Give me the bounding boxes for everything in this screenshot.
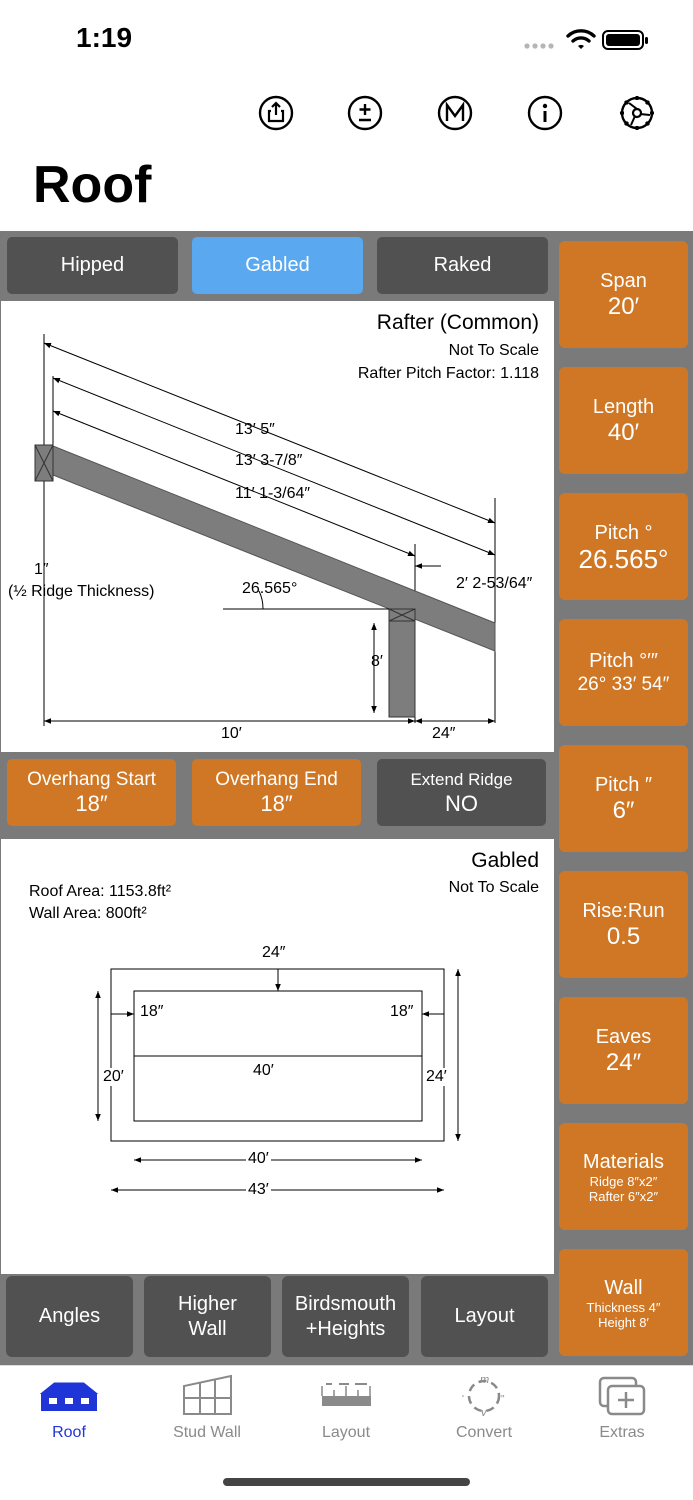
extend-ridge-button[interactable] xyxy=(377,759,546,826)
overhang-start-button[interactable] xyxy=(7,759,176,826)
roof-type-gabled[interactable]: Gabled xyxy=(192,237,363,294)
wall-area: Wall Area: 800ft² xyxy=(29,905,147,922)
plan-left-span: 20′ xyxy=(103,1068,124,1085)
ruler-icon xyxy=(286,1372,406,1416)
materials-ridge: Ridge 8″x2″ xyxy=(589,1173,658,1189)
tab-stud-wall-label: Stud Wall xyxy=(173,1424,241,1441)
tab-stud-wall[interactable] xyxy=(147,1372,267,1441)
wall-height: Height 8′ xyxy=(598,1314,649,1330)
overhang-end-value: 18″ xyxy=(260,790,293,816)
pitch-dms-button[interactable] xyxy=(559,619,688,726)
pitch-degrees-button[interactable] xyxy=(559,493,688,600)
status-icons xyxy=(524,28,650,52)
plan-right-overhang: 18″ xyxy=(390,1003,414,1020)
rise-run-value: 0.5 xyxy=(606,922,641,950)
plan-right-span: 24′ xyxy=(426,1068,447,1085)
eaves-value: 24″ xyxy=(605,1048,642,1076)
plan-diagram xyxy=(1,839,554,1274)
tab-convert-label: Convert xyxy=(455,1424,513,1441)
rafter-dim-overhang: 2′ 2-53/64″ xyxy=(456,575,533,592)
wall-thickness: Thickness 4″ xyxy=(586,1299,661,1315)
rise-run-label: Rise:Run xyxy=(582,899,665,922)
pitch-inches-value: 6″ xyxy=(612,796,635,824)
layout-button[interactable]: Layout xyxy=(421,1276,548,1357)
stud-wall-icon xyxy=(147,1372,267,1416)
svg-text:y: y xyxy=(481,1407,487,1416)
tab-layout[interactable] xyxy=(286,1372,406,1441)
rafter-title: Rafter (Common) xyxy=(376,311,539,334)
wifi-icon xyxy=(566,28,596,52)
rise-run-button[interactable] xyxy=(559,871,688,978)
wall-height-dim: 8′ xyxy=(371,653,383,670)
tab-roof-label: Roof xyxy=(52,1424,86,1441)
tab-roof[interactable] xyxy=(9,1372,129,1441)
birdsmouth-label-1: Birdsmouth xyxy=(294,1292,397,1315)
eave-dim: 24″ xyxy=(432,725,456,742)
pitch-dms-label: Pitch °′″ xyxy=(589,649,658,672)
rafter-pitch-factor: Rafter Pitch Factor: 1.118 xyxy=(357,365,539,382)
svg-text:m: m xyxy=(480,1374,490,1386)
rafter-diagram xyxy=(1,301,554,752)
overhang-start-value: 18″ xyxy=(75,790,108,816)
tab-bar-divider xyxy=(0,1365,693,1366)
angles-button[interactable]: Angles xyxy=(6,1276,133,1357)
overhang-end-label: Overhang End xyxy=(215,768,338,790)
memory-icon[interactable] xyxy=(437,95,473,131)
ridge-thickness-label: (½ Ridge Thickness) xyxy=(8,583,155,600)
extend-ridge-value: NO xyxy=(445,790,478,816)
svg-text:": " xyxy=(501,1394,505,1405)
tab-layout-label: Layout xyxy=(321,1424,371,1441)
ridge-thickness-value: 1″ xyxy=(34,561,49,578)
pitch-inches-button[interactable] xyxy=(559,745,688,852)
eaves-label: Eaves xyxy=(595,1025,652,1048)
plan-inner-length: 40′ xyxy=(253,1062,274,1079)
length-value: 40′ xyxy=(607,418,640,446)
pitch-inches-label: Pitch ″ xyxy=(594,773,653,796)
plan-title: Gabled xyxy=(471,849,539,872)
plan-left-overhang: 18″ xyxy=(140,1003,164,1020)
home-indicator xyxy=(223,1478,470,1486)
gear-icon[interactable] xyxy=(617,93,657,133)
length-button[interactable] xyxy=(559,367,688,474)
roof-type-raked[interactable]: Raked xyxy=(377,237,548,294)
rafter-not-to-scale: Not To Scale xyxy=(448,342,539,359)
roof-area: Roof Area: 1153.8ft² xyxy=(29,883,172,900)
house-icon xyxy=(9,1372,129,1416)
tab-convert[interactable] xyxy=(424,1372,544,1441)
share-icon[interactable] xyxy=(258,95,294,131)
info-icon[interactable] xyxy=(527,95,563,131)
span-label: Span xyxy=(600,269,647,292)
plan-bottom-inner: 40′ xyxy=(248,1150,269,1167)
rafter-dim-total: 13′ 5″ xyxy=(235,421,275,438)
plan-not-to-scale: Not To Scale xyxy=(448,879,539,896)
tab-extras-label: Extras xyxy=(599,1424,645,1441)
birdsmouth-label-2: +Heights xyxy=(305,1317,386,1340)
eaves-button[interactable] xyxy=(559,997,688,1104)
pitch-degrees-label: Pitch ° xyxy=(594,521,653,544)
rafter-dim-mid: 13′ 3-7/8″ xyxy=(235,452,303,469)
convert-icon xyxy=(424,1372,544,1416)
pitch-degrees-value: 26.565° xyxy=(578,543,669,574)
higher-wall-button[interactable] xyxy=(144,1276,271,1357)
wall-button[interactable] xyxy=(559,1249,688,1356)
plan-top-eave: 24″ xyxy=(262,944,286,961)
tab-extras[interactable] xyxy=(562,1372,682,1441)
extend-ridge-label: Extend Ridge xyxy=(410,769,513,789)
rafter-angle: 26.565° xyxy=(242,580,298,597)
rafter-dim-inner: 11′ 1-3/64″ xyxy=(235,485,311,502)
pitch-dms-value: 26° 33′ 54″ xyxy=(577,673,670,695)
materials-rafter: Rafter 6″x2″ xyxy=(588,1188,659,1204)
svg-text:': ' xyxy=(462,1394,464,1405)
plan-bottom-outer: 43′ xyxy=(248,1181,269,1198)
roof-type-hipped[interactable]: Hipped xyxy=(7,237,178,294)
overhang-end-button[interactable] xyxy=(192,759,361,826)
higher-wall-label-2: Wall xyxy=(188,1317,227,1340)
materials-button[interactable] xyxy=(559,1123,688,1230)
span-button[interactable] xyxy=(559,241,688,348)
length-label: Length xyxy=(592,395,655,418)
birdsmouth-button[interactable] xyxy=(282,1276,409,1357)
span-value: 20′ xyxy=(607,292,640,320)
overhang-start-label: Overhang Start xyxy=(27,768,156,790)
plus-minus-icon[interactable] xyxy=(347,95,383,131)
materials-label: Materials xyxy=(582,1150,665,1173)
battery-icon xyxy=(602,28,650,52)
status-time: 1:19 xyxy=(76,22,133,53)
page-title: Roof xyxy=(33,156,152,214)
wall-label: Wall xyxy=(604,1276,643,1299)
run-dim: 10′ xyxy=(221,725,242,742)
extras-icon xyxy=(562,1372,682,1416)
higher-wall-label-1: Higher xyxy=(178,1292,237,1315)
